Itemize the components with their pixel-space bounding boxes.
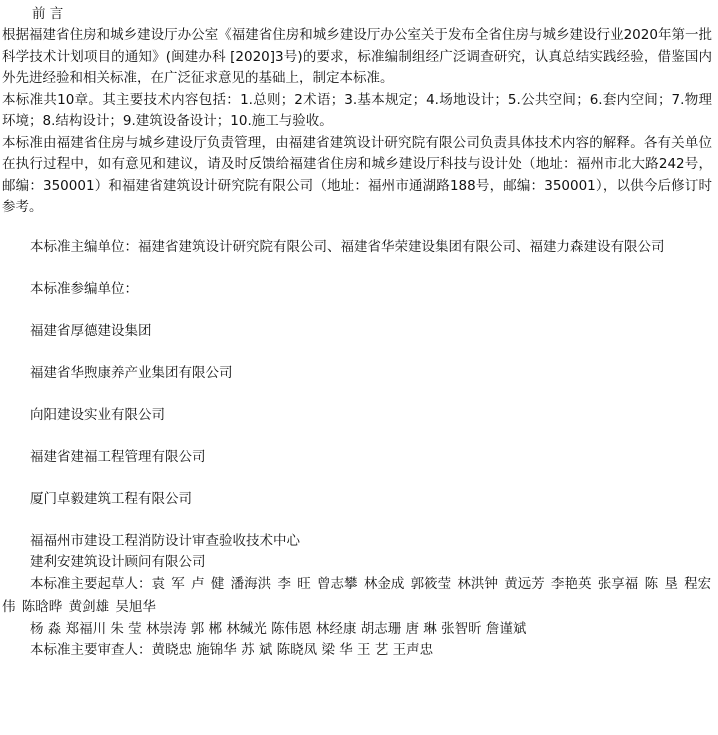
main-reviewers: 本标准主要审查人：黄晓忠 施锦华 苏 斌 陈晓凤 梁 华 王 艺 王声忠 xyxy=(30,641,434,658)
participating-unit: 福建省厚德建设集团 xyxy=(30,322,152,339)
chief-units: 本标准主编单位：福建省建筑设计研究院有限公司、福建省华荣建设集团有限公司、福建力森建设有限公司 xyxy=(30,238,665,255)
preface-heading: 前 言 xyxy=(32,6,64,22)
main-drafters: 本标准主要起草人：袁 军 卢 健 潘海洪 李 旺 曾志攀 林金成 郭筱莹 林洪钟 黄远芳 李艳英 张享福 陈 垦 程宏伟 陈晗晔 黄剑雄 吴旭华 xyxy=(2,575,712,615)
participating-units-label: 本标准参编单位： xyxy=(30,280,138,297)
preface-paragraph-management: 本标准由福建省住房与城乡建设厅负责管理，由福建省建筑设计研究院有限公司负责具体技术内容的解释。各有关单位在执行过程中，如有意见和建议，请及时反馈给福建省住房和城乡建设厅科技与设计处（地址：福州市北大路242号，邮编：350001）和福建省建筑设计研究院有限公司（地址：福州市通湖路188号，邮编：350001），以供今后修订时参考。 xyxy=(2,134,712,215)
participating-unit: 建利安建筑设计顾问有限公司 xyxy=(30,553,206,570)
preface-paragraph-basis: 根据福建省住房和城乡建设厅办公室《福建省住房和城乡建设厅办公室关于发布全省住房与城乡建设行业2020年第一批科学技术计划项目的通知》(闽建办科 [2020]3号)的要求，标准编制组经广泛调查研究，认真总结实践经验，借鉴国内外先进经验和相关标准，在广泛征求意见的基础上，制定本标准。 xyxy=(2,27,712,86)
participating-unit: 向阳建设实业有限公司 xyxy=(30,406,165,423)
participating-unit: 福福州市建设工程消防设计审查验收技术中心 xyxy=(30,532,300,549)
preface-paragraph-contents: 本标准共10章。其主要技术内容包括：1.总则；2术语；3.基本规定；4.场地设计；5.公共空间；6.套内空间；7.物理环境；8.结构设计；9.建筑设备设计；10.施工与验收。 xyxy=(2,91,712,129)
participating-unit: 福建省华煦康养产业集团有限公司 xyxy=(30,364,233,381)
participating-unit: 福建省建福工程管理有限公司 xyxy=(30,448,206,465)
main-drafters-continued: 杨 淼 郑福川 朱 莹 林崇涛 郭 郴 林缄光 陈伟恩 林经康 胡志珊 唐 琳 张智昕 詹谨斌 xyxy=(30,620,527,637)
participating-unit: 厦门卓毅建筑工程有限公司 xyxy=(30,490,192,507)
